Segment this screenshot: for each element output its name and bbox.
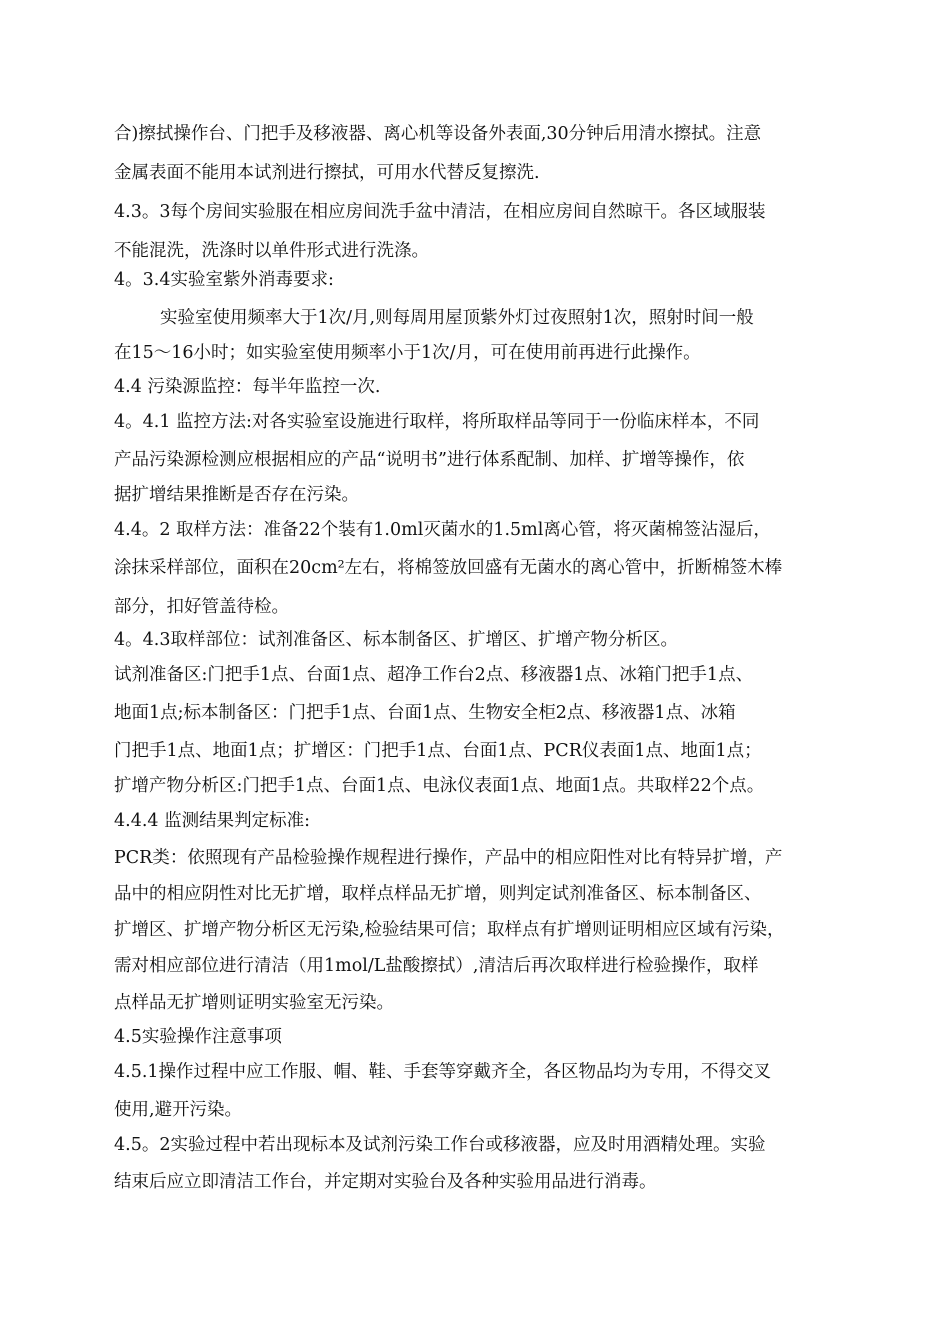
text-line: 实验室使用频率大于1次/月,则每周用屋顶紫外灯过夜照射1次，照射时间一般 [160, 308, 754, 328]
text-line: 结束后应立即清洁工作台，并定期对实验台及各种实验用品进行消毒。 [114, 1172, 657, 1192]
text-line: 地面1点;标本制备区：门把手1点、台面1点、生物安全柜2点、移液器1点、冰箱 [114, 703, 736, 723]
text-line: 据扩增结果推断是否存在污染。 [114, 485, 359, 505]
text-line: 门把手1点、地面1点；扩增区：门把手1点、台面1点、PCR仪表面1点、地面1点； [114, 741, 762, 761]
text-line: 在15～16小时；如实验室使用频率小于1次/月，可在使用前再进行此操作。 [114, 343, 701, 363]
text-line: 部分，扣好管盖待检。 [114, 597, 289, 617]
text-line: 4。4.3取样部位：试剂准备区、标本制备区、扩增区、扩增产物分析区。 [114, 630, 678, 650]
text-line: 4。4.1 监控方法:对各实验室设施进行取样，将所取样品等同于一份临床样本，不同 [114, 412, 760, 432]
text-line: 需对相应部位进行清洁（用1mol/L盐酸擦拭）,清洁后再次取样进行检验操作，取样 [114, 956, 759, 976]
text-line: 合)擦拭操作台、门把手及移液器、离心机等设备外表面,30分钟后用清水擦拭。注意 [114, 124, 762, 144]
text-line: 4.4。2 取样方法：准备22个装有1.0ml灭菌水的1.5ml离心管，将灭菌棉签沾湿后， [114, 520, 771, 540]
text-line: 金属表面不能用本试剂进行擦拭，可用水代替反复擦洗. [114, 163, 540, 183]
text-line: 不能混洗，洗涤时以单件形式进行洗涤。 [114, 241, 429, 261]
text-line: 4.5.1操作过程中应工作服、帽、鞋、手套等穿戴齐全，各区物品均为专用，不得交叉 [114, 1062, 772, 1082]
text-line: 品中的相应阴性对比无扩增，取样点样品无扩增，则判定试剂准备区、标本制备区、 [114, 884, 762, 904]
text-line: 4.5实验操作注意事项 [114, 1027, 282, 1047]
text-line: 4。3.4实验室紫外消毒要求: [114, 270, 334, 290]
text-line: 点样品无扩增则证明实验室无污染。 [114, 993, 394, 1013]
text-line: 试剂准备区:门把手1点、台面1点、超净工作台2点、移液器1点、冰箱门把手1点、 [114, 665, 754, 685]
text-line: 扩增产物分析区:门把手1点、台面1点、电泳仪表面1点、地面1点。共取样22个点。 [114, 776, 765, 796]
text-line: PCR类：依照现有产品检验操作规程进行操作，产品中的相应阳性对比有特异扩增，产 [114, 848, 783, 868]
text-line: 4.4 污染源监控：每半年监控一次. [114, 377, 381, 397]
text-line: 涂抹采样部位，面积在20cm²左右，将棉签放回盛有无菌水的离心管中，折断棉签木棒 [114, 558, 783, 578]
text-line: 4.3。3每个房间实验服在相应房间洗手盆中清洁，在相应房间自然晾干。各区域服装 [114, 202, 766, 222]
text-line: 4.4.4 监测结果判定标准: [114, 811, 310, 831]
text-line: 4.5。2实验过程中若出现标本及试剂污染工作台或移液器，应及时用酒精处理。实验 [114, 1135, 766, 1155]
text-line: 使用,避开污染。 [114, 1100, 243, 1120]
text-line: 扩增区、扩增产物分析区无污染,检验结果可信；取样点有扩增则证明相应区域有污染， [114, 920, 785, 940]
text-line: 产品污染源检测应根据相应的产品“说明书”进行体系配制、加样、扩增等操作，依 [114, 450, 745, 470]
